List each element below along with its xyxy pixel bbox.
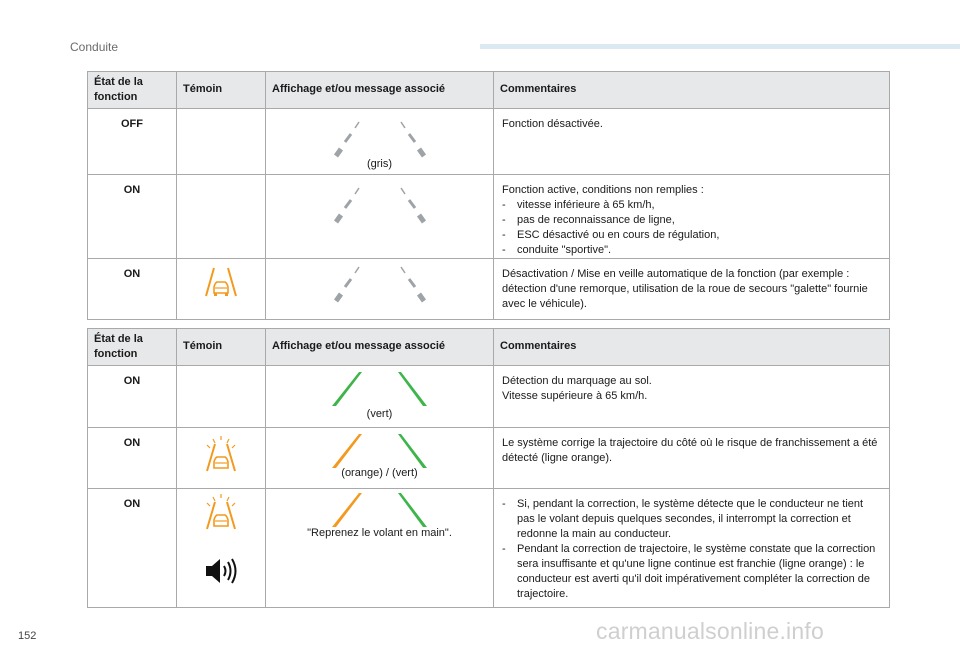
lane-warning-icon: [201, 266, 241, 302]
display-caption: (gris): [366, 158, 393, 170]
display-cell: [266, 366, 494, 428]
lane-lines-gray: [266, 185, 494, 225]
table-2: [87, 328, 890, 608]
table-row: [88, 489, 890, 608]
list-item: - pas de reconnaissance de ligne,: [502, 213, 881, 228]
indicator-cell: [177, 259, 266, 320]
header-bar: [480, 44, 960, 49]
comment-cell: Détection du marquage au sol. Vitesse supérieure à 65 km/h.: [494, 366, 890, 428]
state-cell: ON: [88, 366, 177, 428]
display-cell: [266, 489, 494, 608]
section-title: Conduite: [70, 40, 119, 54]
state-cell: OFF: [88, 109, 177, 175]
indicator-cell: [177, 366, 266, 428]
comment-cell: [494, 489, 890, 608]
display-cell: [266, 175, 494, 259]
lane-warning-flashing-icon: [199, 435, 243, 475]
table-row: [88, 109, 890, 175]
table-row: [88, 259, 890, 320]
table-row: [88, 366, 890, 428]
lane-warning-flashing-icon: [199, 493, 243, 533]
header-indicator: Témoin: [177, 72, 266, 109]
state-cell: ON: [88, 259, 177, 320]
table-header-row: [88, 72, 890, 109]
list-item: - vitesse inférieure à 65 km/h,: [502, 198, 881, 213]
display-caption: (vert): [366, 408, 393, 420]
list-item: - ESC désactivé ou en cours de régulation,: [502, 228, 881, 243]
lane-lines-gray: [266, 264, 494, 304]
comment-cell: Le système corrige la trajectoire du côté où le risque de franchissement a été détecté (ligne orange).: [494, 428, 890, 489]
display-cell: [266, 428, 494, 489]
display-cell: [266, 259, 494, 320]
list-item: - Si, pendant la correction, le système détecte que le conducteur ne tient pas le volant depuis quelques secondes, il interrompt la correction et redonne la main au conducteur.: [502, 497, 881, 542]
watermark: carmanualsonline.info: [596, 618, 824, 644]
state-cell: ON: [88, 175, 177, 259]
header-state: État de la fonction: [88, 72, 177, 109]
table-row: [88, 175, 890, 259]
speaker-icon: [204, 557, 240, 585]
display-caption: "Reprenez le volant en main".: [307, 527, 452, 539]
table-row: [88, 428, 890, 489]
indicator-cell: [177, 428, 266, 489]
list-item: - conduite "sportive".: [502, 243, 881, 258]
header-display: Affichage et/ou message associé: [266, 329, 494, 366]
indicator-cell: [177, 489, 266, 608]
lane-lines-green: [266, 372, 494, 412]
header-display: Affichage et/ou message associé: [266, 72, 494, 109]
comment-list: [502, 198, 881, 258]
list-item: - Pendant la correction de trajectoire, le système constate que la correction sera insuffisante et qu'une ligne continue est franchie (ligne orange) : le conducteur est averti qu'il doit impérativement compléter la correction de trajectoire.: [502, 542, 881, 602]
lane-lines-gray: [266, 119, 494, 159]
table-1: [87, 71, 890, 320]
comment-cell: [494, 175, 890, 259]
comment-list: [502, 497, 881, 602]
indicator-cell: [177, 109, 266, 175]
header-comments: Commentaires: [494, 329, 890, 366]
comment-cell: Désactivation / Mise en veille automatique de la fonction (par exemple : détection d'une remorque, utilisation de la roue de secours "galette" fournie avec le véhicule).: [494, 259, 890, 320]
table-header-row: [88, 329, 890, 366]
comment-cell: Fonction désactivée.: [494, 109, 890, 175]
state-cell: ON: [88, 489, 177, 608]
page-number: 152: [18, 630, 37, 642]
header-indicator: Témoin: [177, 329, 266, 366]
state-cell: ON: [88, 428, 177, 489]
header-state: État de la fonction: [88, 329, 177, 366]
comment-text: Fonction active, conditions non remplies :: [502, 184, 704, 196]
header-comments: Commentaires: [494, 72, 890, 109]
display-caption: (orange) / (vert): [341, 467, 418, 479]
indicator-cell: [177, 175, 266, 259]
display-cell: [266, 109, 494, 175]
